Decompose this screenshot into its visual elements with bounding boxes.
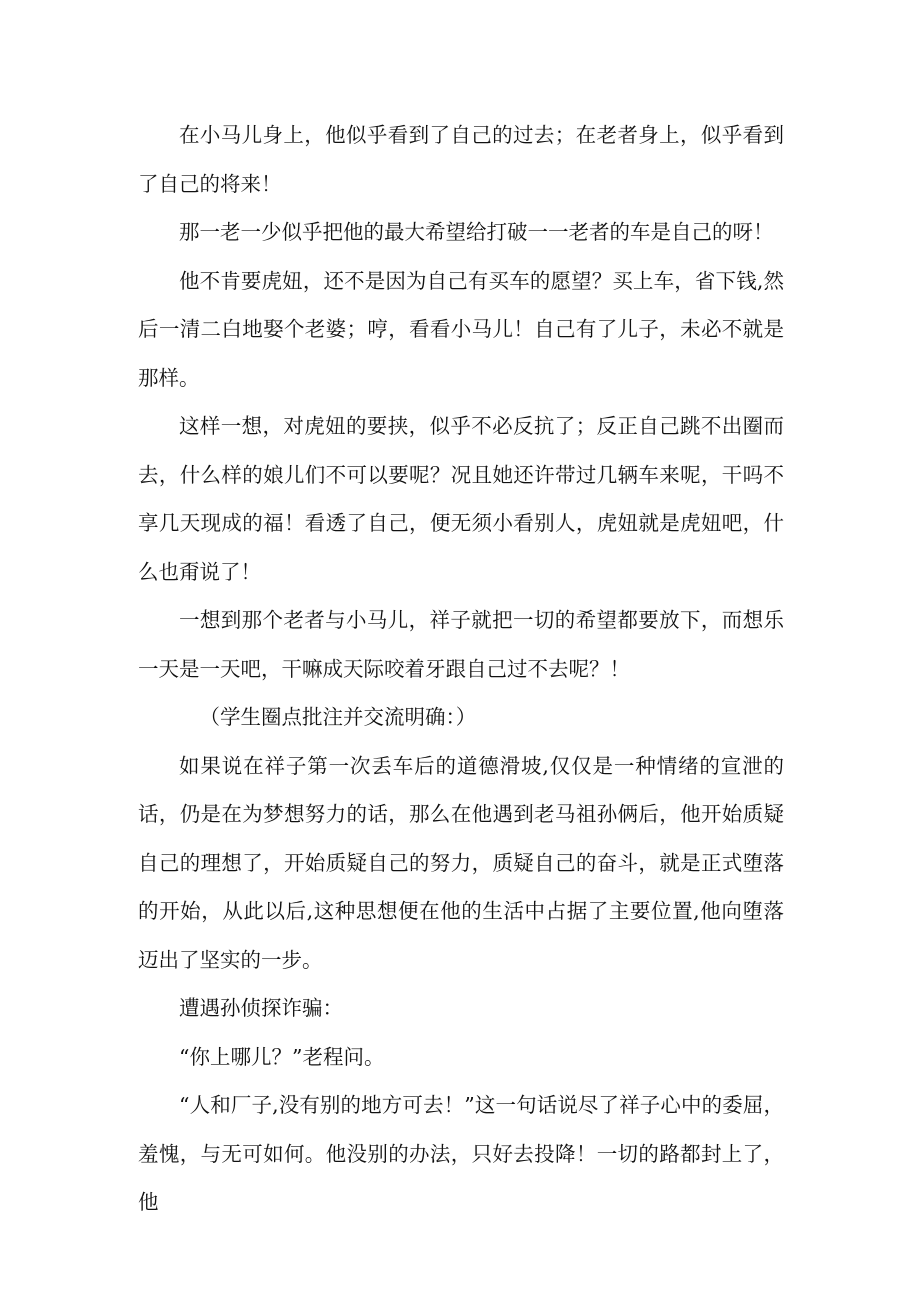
dialogue-line: “你上哪儿？”老程问。 bbox=[179, 1044, 385, 1069]
paragraph: 如果说在祥子第一次丢车后的道德滑坡,仅仅是一种情绪的宣泄的话，仍是在为梦想努力的话，那么在他遇到老马祖孙俩后，他开始质疑自己的理想了，开始质疑自己的努力，质疑自己的奋斗，就是正式堕落的开始，从此以后,这种思想便在他的生活中占据了主要位置,他向堕落迈出了坚实的一步。 bbox=[138, 753, 784, 972]
paragraph: 在小马儿身上，他似乎看到了自己的过去；在老者身上，似乎看到了自己的将来！ bbox=[138, 123, 784, 196]
section-heading: 遭遇孙侦探诈骗： bbox=[179, 996, 343, 1020]
annotation-note: （学生圈点批注并交流明确：） bbox=[199, 705, 477, 729]
paragraph: 那一老一少似乎把他的最大希望给打破一一老者的车是自己的呀！ bbox=[179, 220, 774, 244]
paragraph: 他不肯要虎妞，还不是因为自己有买车的愿望？买上车，省下钱,然后一清二白地娶个老婆；哼，看看小马儿！自己有了儿子，未必不就是那样。 bbox=[138, 268, 784, 390]
dialogue-line: “人和厂子,没有别的地方可去！”这一句话说尽了祥子心中的委屈，羞愧，与无可如何。他没别的办法，只好去投降！一切的路都封上了，他 bbox=[138, 1093, 784, 1214]
document-body bbox=[138, 111, 784, 1227]
paragraph: 一想到那个老者与小马儿，祥子就把一切的希望都要放下，而想乐一天是一天吧，干嘛成天际咬着牙跟自己过不去呢？！ bbox=[138, 608, 784, 681]
paragraph: 这样一想，对虎妞的要挟，似乎不必反抗了；反正自己跳不出圈而去，什么样的娘儿们不可以要呢？况且她还许带过几辆车来呢，干吗不享几天现成的福！看透了自己，便无须小看别人，虎妞就是虎妞吧，什么也甭说了！ bbox=[138, 414, 784, 584]
